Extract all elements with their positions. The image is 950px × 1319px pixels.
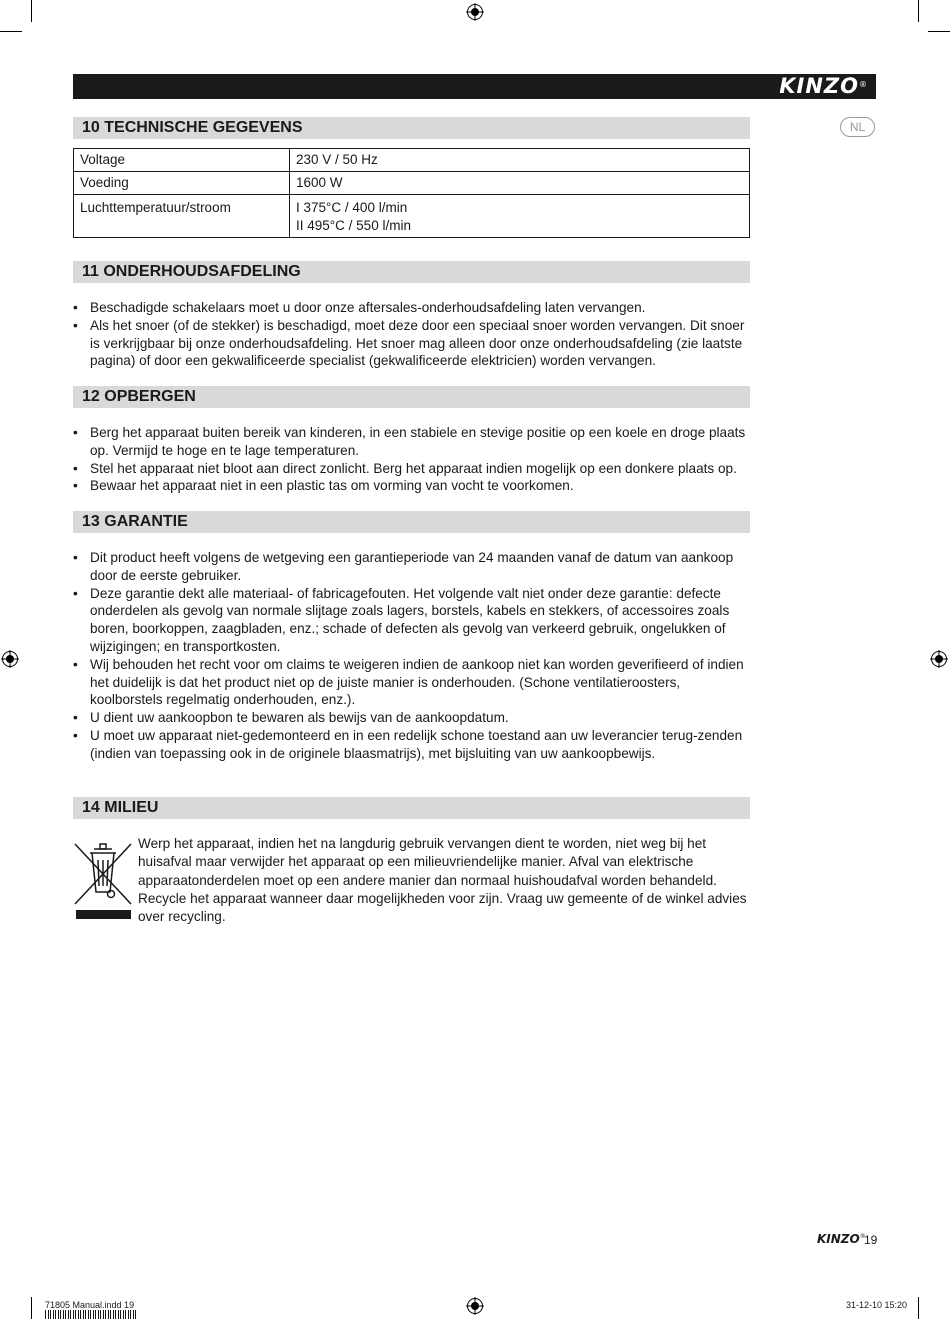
page-number: 19 [864, 1233, 878, 1247]
registration-mark-icon [466, 1297, 484, 1315]
crop-mark-top-left-h [0, 31, 22, 32]
list-item: • Berg het apparaat buiten bereik van kinderen, in een stabiele en stevige positie op een koele en droge plaats op. Vermijd te hoge en te lage temperaturen. [73, 424, 753, 460]
environment-text: Werp het apparaat, indien het na langdurig gebruik vervangen dient te worden, niet weg bij het huisafval maar verwijder het apparaat op een milieuvriendelijke manier. Afval van elektrische apparaatonderdelen moet op een andere manier dan normaal huishoudafval worden behandeld. Recycle het apparaat wanneer daar mogelijkheden voor zijn. Vraag uw gemeente of de winkel advies over recycling. [138, 836, 747, 925]
spec-value [290, 195, 750, 238]
list-item: • Stel het apparaat niet bloot aan direct zonlicht. Berg het apparaat indien mogelijk op een donkere plaats op. [73, 460, 753, 478]
table-row [74, 195, 750, 238]
section-heading-technical: 10 TECHNISCHE GEGEVENS [73, 117, 750, 139]
service-list [73, 299, 753, 370]
spec-label: Luchttemperatuur/stroom [74, 195, 290, 238]
list-item: • Dit product heeft volgens de wetgeving een garantieperiode van 24 maanden vanaf de datum van aankoop door de eerste gebruiker. [73, 549, 753, 585]
language-badge: NL [840, 117, 875, 137]
list-item: • Als het snoer (of de stekker) is beschadigd, moet deze door een speciaal snoer worden vervangen. Dit snoer is verkrijgbaar bij onze onderhoudsafdeling. Het snoer mag alleen door onze onderhoudsafdeling (zie laatste pagina) of door een gekwalificeerde specialist (gekwalificeerde elektricien) worden vervangen. [73, 317, 753, 370]
list-item: • U moet uw apparaat niet-gedemonteerd en in een redelijk schone toestand aan uw leverancier terug-zenden (indien van toepassing ook in de originele blaasmatrijs), met bijsluiting van uw aankoopbewijs. [73, 727, 753, 763]
table-row [74, 149, 750, 172]
print-barcode [45, 1310, 138, 1319]
crop-mark-top-right-h [928, 31, 950, 32]
storage-list [73, 424, 753, 495]
spec-label: Voeding [74, 172, 290, 195]
registration-mark-icon [930, 650, 948, 668]
technical-specs-table [73, 148, 750, 238]
weee-crossed-bin-icon [73, 838, 133, 920]
list-item: • Wij behouden het recht voor om claims te weigeren indien de aankoop niet kan worden geverifieerd of indien het duidelijk is dat het product niet op de juiste manier is onderhouden. (Schone ventilatieroosters, koolborstels regelmatig onderhouden, enz.). [73, 656, 753, 709]
warranty-list [73, 549, 753, 763]
registration-mark-icon [466, 3, 484, 21]
registration-mark-icon [1, 650, 19, 668]
print-slug-file: 71805 Manual.indd 19 [45, 1300, 135, 1310]
section-heading-storage: 12 OPBERGEN [73, 386, 750, 408]
list-item: • Deze garantie dekt alle materiaal- of fabricagefouten. Het volgende valt niet onder deze garantie: defecte onderdelen als gevolg van normale slijtage zoals lagers, borstels, kabels en stekkers, of accessoires zoals boren, boorkoppen, zaagbladen, enz.; schade of defecten als gevolg van verkeerd gebruik, ongelukken of wijzigingen; en transportkosten. [73, 585, 753, 656]
crop-mark-top-left-v [31, 0, 32, 22]
crop-mark-top-right-v [918, 0, 919, 22]
crop-mark-bottom-right-v [918, 1297, 919, 1319]
spec-value-line: II 495°C / 550 l/min [296, 218, 411, 233]
list-item: • Bewaar het apparaat niet in een plastic tas om vorming van vocht te voorkomen. [73, 477, 753, 495]
list-item: • U dient uw aankoopbon te bewaren als bewijs van de aankoopdatum. [73, 709, 753, 727]
section-heading-warranty: 13 GARANTIE [73, 511, 750, 533]
section-heading-service: 11 ONDERHOUDSAFDELING [73, 261, 750, 283]
spec-value-line: I 375°C / 400 l/min [296, 200, 408, 215]
spec-value: 1600 W [290, 172, 750, 195]
list-item: • Beschadigde schakelaars moet u door onze aftersales-onderhoudsafdeling laten vervangen. [73, 299, 753, 317]
spec-label: Voltage [74, 149, 290, 172]
crop-mark-bottom-left-v [31, 1297, 32, 1319]
footer-brand-logo: KINZO® [817, 1232, 866, 1246]
print-slug-date: 31-12-10 15:20 [846, 1300, 908, 1310]
section-heading-environment: 14 MILIEU [73, 797, 750, 819]
header-bar [73, 74, 876, 99]
spec-value: 230 V / 50 Hz [290, 149, 750, 172]
brand-logo: KINZO® [779, 74, 868, 98]
table-row [74, 172, 750, 195]
